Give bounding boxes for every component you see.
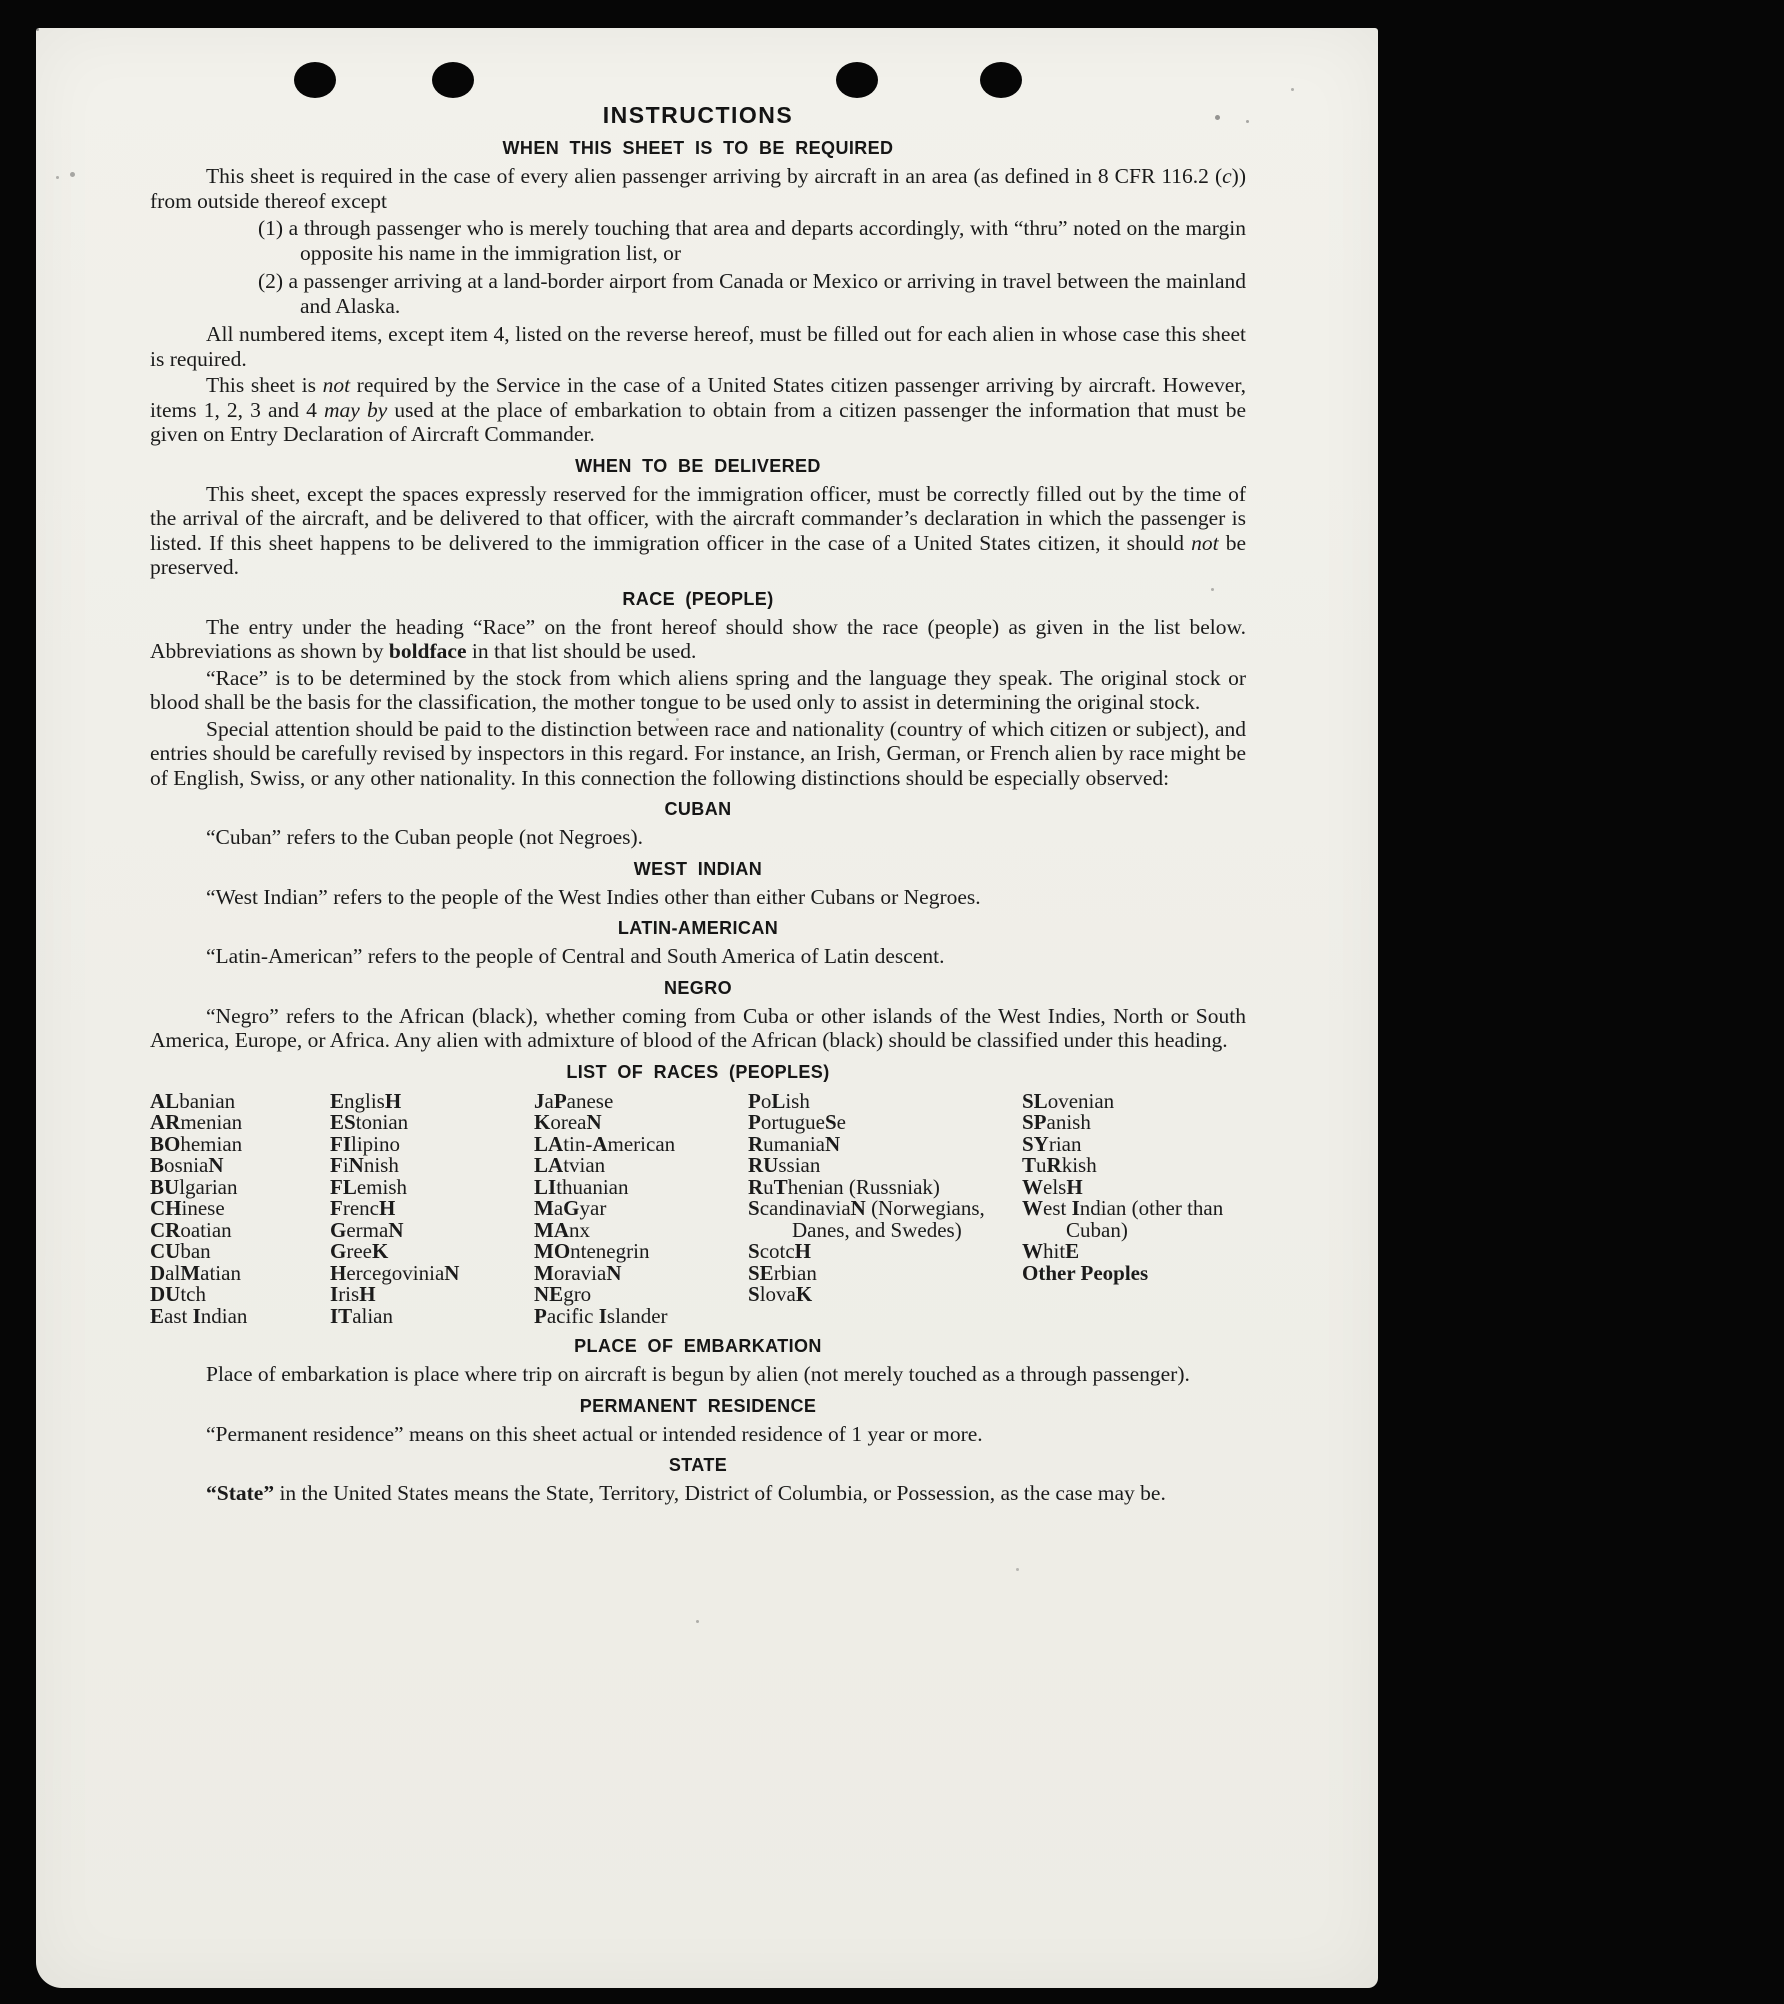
race-item: SlovaK [748,1282,813,1306]
race-item: ScotcH [748,1239,812,1263]
race-item: ITalian [330,1303,393,1328]
race-item: BOhemian [150,1131,243,1156]
race-item: WhitE [1022,1239,1080,1263]
race-item: WelsH [1022,1174,1083,1199]
race-item: Pacific Islander [534,1303,668,1328]
race-item: PoLish [748,1088,810,1113]
race-item: West Indian (other than Cuban) [1022,1196,1224,1242]
race-item: ALbanian [150,1088,236,1113]
race-item: ARmenian [150,1110,243,1134]
race-item: RuThenian (Russniak) [748,1174,940,1199]
race-item: GreeK [330,1239,389,1263]
race-item: MoraviaN [534,1260,622,1285]
document-page [36,28,1378,1988]
race-item: EnglisH [330,1088,402,1113]
paragraph-negro: “Negro” refers to the African (black), whether coming from Cuba or other islands of the West Indies, North or South America, Europe, or Africa. Any alien with admixture of blood of the African (black) should be classified under this heading. [150,1003,1246,1052]
race-item: NEgro [534,1282,592,1306]
heading-cuban: CUBAN [664,799,732,819]
paragraph-cuban: “Cuban” refers to the Cuban people (not Negroes). [206,825,644,849]
heading-when-required: WHEN THIS SHEET IS TO BE REQUIRED [502,138,894,158]
paragraph-west-indian: “West Indian” refers to the people of the West Indies other than either Cubans or Negroes. [206,884,981,909]
races-column-5 [1022,1088,1246,1328]
race-item: EStonian [330,1110,409,1134]
races-columns [150,1088,1246,1328]
race-item: LIthuanian [534,1174,629,1199]
paragraph-required-3: This sheet is not required by the Service in the case of a United States citizen passenger arriving by aircraft. However, items 1, 2, 3 and 4 may by used at the place of embarkation to obtain from a citizen passenger the information that must be given on Entry Declaration of Aircraft Commander. [150,373,1247,446]
race-item: IrisH [330,1282,376,1306]
heading-list-of-races: LIST OF RACES (PEOPLES) [566,1061,830,1082]
race-item: SPanish [1022,1110,1091,1134]
race-item: RumaniaN [748,1131,841,1156]
race-item: SLovenian [1022,1088,1115,1113]
race-item: LAtin-American [534,1131,676,1156]
heading-negro: NEGRO [663,977,732,998]
heading-latin-american: LATIN-AMERICAN [617,918,779,938]
race-item: CHinese [150,1196,225,1220]
doc-title: INSTRUCTIONS [602,102,794,128]
race-item: SYrian [1022,1131,1082,1156]
heading-race-people: RACE (PEOPLE) [622,588,774,609]
race-item: LAtvian [534,1153,606,1177]
heading-permanent-residence: PERMANENT RESIDENCE [579,1395,817,1416]
race-item: BUlgarian [150,1174,238,1199]
paragraph-delivered-1: This sheet, except the spaces expressly reserved for the immigration officer, must be correctly filled out by the time of the arrival of the aircraft, and be delivered to that officer, with the aircraft commander’s declaration in which the passenger is listed. If this sheet happens to be delivered to the immigration officer in the case of a United States citizen, it should not be preserved. [150,481,1246,579]
paragraph-state: “State” in the United States means the State, Territory, District of Columbia, or Possession, as the case may be. [206,1481,1166,1505]
race-item: ScandinaviaN (Norwegians, Danes, and Swedes) [748,1196,985,1242]
race-item: East Indian [150,1303,248,1328]
document-content [36,28,1378,1508]
race-item: PortugueSe [748,1110,846,1134]
race-item: JaPanese [534,1088,614,1113]
race-item: DUtch [150,1282,206,1306]
races-column-2 [330,1088,534,1328]
race-item: SErbian [748,1260,817,1285]
race-item: HercegoviniaN [330,1260,460,1285]
race-item: FrencH [330,1196,396,1220]
race-item: FIlipino [330,1131,401,1156]
heading-place-of-embarkation: PLACE OF EMBARKATION [574,1336,822,1356]
paragraph-required-1: This sheet is required in the case of every alien passenger arriving by aircraft in an area (as defined in 8 CFR 116.2 (c)) from outside thereof except [150,164,1246,213]
paragraph-required-2: All numbered items, except item 4, listed on the reverse hereof, must be filled out for each alien in whose case this sheet is required. [150,322,1246,371]
numbered-item-1: (1) a through passenger who is merely touching that area and departs accordingly, with “thru” noted on the margin opposite his name in the immigration list, or [258,216,1246,265]
paragraph-residence: “Permanent residence” means on this sheet actual or intended residence of 1 year or more. [206,1421,983,1446]
heading-west-indian: WEST INDIAN [633,858,763,879]
race-item: GermaN [330,1217,404,1242]
paragraph-race-1: The entry under the heading “Race” on the front hereof should show the race (people) as given in the list below. Abbreviations as shown by boldface in that list should be used. [150,614,1246,663]
race-item: KoreaN [534,1110,602,1134]
race-item: BosniaN [150,1153,224,1177]
paragraph-race-2: “Race” is to be determined by the stock from which aliens spring and the language they speak. The original stock or blood shall be the basis for the classification, the mother tongue to be used only to assist in determining the original stock. [150,665,1246,714]
numbered-item-2: (2) a passenger arriving at a land-border airport from Canada or Mexico or arriving in travel between the mainland and Alaska. [258,269,1246,318]
race-item: FLemish [330,1174,408,1199]
race-item: Other Peoples [1022,1260,1149,1285]
paragraph-embarkation: Place of embarkation is place where trip on aircraft is begun by alien (not merely touched as a through passenger). [206,1362,1190,1386]
race-item: TuRkish [1022,1153,1097,1177]
race-item: DalMatian [150,1260,241,1285]
races-column-4 [748,1088,1022,1328]
race-item: RUssian [748,1153,821,1177]
race-item: FiNnish [330,1153,399,1177]
race-item: MAnx [534,1217,590,1242]
paragraph-latin-american: “Latin-American” refers to the people of Central and South America of Latin descent. [206,944,945,968]
heading-when-delivered: WHEN TO BE DELIVERED [575,455,821,476]
race-item: CRoatian [150,1217,232,1242]
race-item: CUban [150,1239,211,1263]
races-column-3 [534,1088,748,1328]
race-item: MaGyar [534,1196,607,1220]
paragraph-race-3: Special attention should be paid to the distinction between race and nationality (country of which citizen or subject), and entries should be carefully revised by inspectors in this regard. For instance, an Irish, German, or French alien by race might be of English, Swiss, or any other nationality. In this connection the following distinctions should be especially observed: [150,716,1246,790]
race-item: MOntenegrin [534,1239,650,1263]
races-column-1 [150,1088,330,1328]
heading-state: STATE [668,1455,728,1475]
